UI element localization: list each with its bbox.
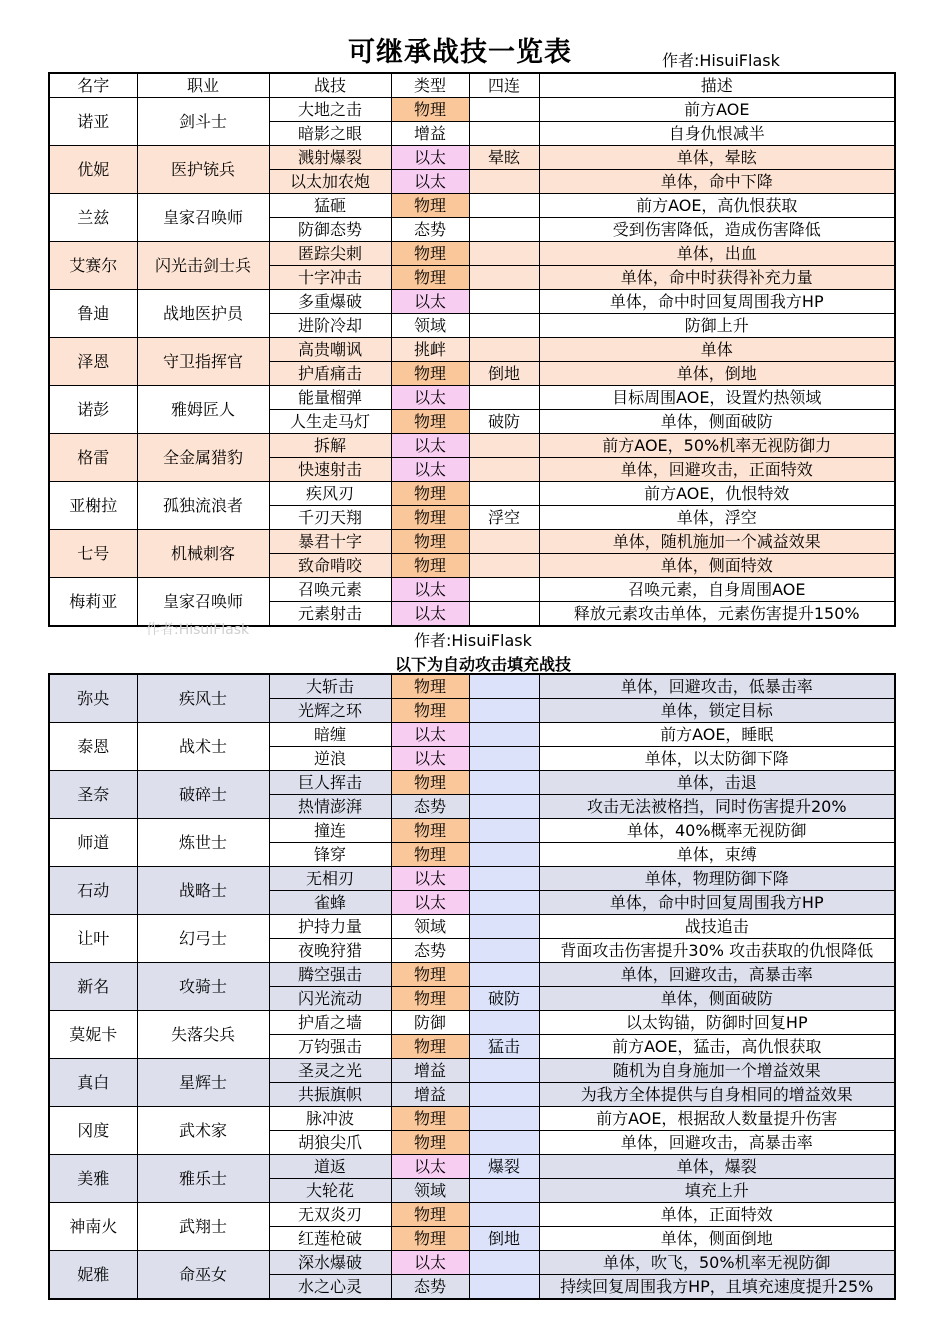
author-credit-top: 作者:HisuiFlask xyxy=(662,51,780,70)
skill-combo xyxy=(469,1275,539,1300)
skill-combo xyxy=(469,386,539,410)
skill-description: 单体，物理防御下降 xyxy=(539,867,895,891)
skill-description: 前方AOE xyxy=(539,98,895,122)
skill-type: 挑衅 xyxy=(391,338,469,362)
skill-combo: 爆裂 xyxy=(469,1155,539,1179)
character-job: 破碎士 xyxy=(137,771,269,819)
skill-type: 领域 xyxy=(391,314,469,338)
skill-description: 防御上升 xyxy=(539,314,895,338)
character-job: 攻骑士 xyxy=(137,963,269,1011)
table-row xyxy=(49,1155,895,1179)
character-job: 战术士 xyxy=(137,723,269,771)
skill-name: 以太加农炮 xyxy=(269,170,391,194)
skill-type: 物理 xyxy=(391,1203,469,1227)
skill-description: 前方AOE，高仇恨获取 xyxy=(539,194,895,218)
header-name: 名字 xyxy=(49,73,137,98)
skill-description: 攻击无法被格挡，同时伤害提升20% xyxy=(539,795,895,819)
skill-combo: 猛击 xyxy=(469,1035,539,1059)
skill-combo xyxy=(469,867,539,891)
skill-description: 单体，出血 xyxy=(539,242,895,266)
skill-description: 前方AOE，50%机率无视防御力 xyxy=(539,434,895,458)
skill-combo xyxy=(469,602,539,627)
skill-combo xyxy=(469,819,539,843)
skill-description: 单体，侧面破防 xyxy=(539,987,895,1011)
skill-description: 前方AOE，睡眠 xyxy=(539,723,895,747)
skill-name: 无相刃 xyxy=(269,867,391,891)
skill-combo xyxy=(469,242,539,266)
table-row xyxy=(49,98,895,122)
skill-combo xyxy=(469,290,539,314)
skill-description: 自身仇恨减半 xyxy=(539,122,895,146)
skill-type: 以太 xyxy=(391,891,469,915)
table-row xyxy=(49,386,895,410)
character-job: 雅乐士 xyxy=(137,1155,269,1203)
skill-combo xyxy=(469,338,539,362)
skill-type: 物理 xyxy=(391,1035,469,1059)
character-job: 失落尖兵 xyxy=(137,1011,269,1059)
skill-type: 物理 xyxy=(391,242,469,266)
skill-name: 万钧强击 xyxy=(269,1035,391,1059)
table-row xyxy=(49,482,895,506)
skill-name: 暴君十字 xyxy=(269,530,391,554)
skill-type: 物理 xyxy=(391,1131,469,1155)
character-name: 师道 xyxy=(49,819,137,867)
skill-name: 腾空强击 xyxy=(269,963,391,987)
skill-type: 以太 xyxy=(391,747,469,771)
character-job: 孤独流浪者 xyxy=(137,482,269,530)
skill-description: 随机为自身施加一个增益效果 xyxy=(539,1059,895,1083)
skill-combo xyxy=(469,699,539,723)
skill-description: 前方AOE，根据敌人数量提升伤害 xyxy=(539,1107,895,1131)
skill-type: 物理 xyxy=(391,674,469,699)
table-row xyxy=(49,723,895,747)
character-name: 优妮 xyxy=(49,146,137,194)
skill-type: 物理 xyxy=(391,194,469,218)
skill-combo xyxy=(469,98,539,122)
skill-type: 物理 xyxy=(391,482,469,506)
skill-description: 单体，浮空 xyxy=(539,506,895,530)
skill-type: 增益 xyxy=(391,1059,469,1083)
skill-description: 前方AOE，仇恨特效 xyxy=(539,482,895,506)
skill-description: 持续回复周围我方HP，且填充速度提升25% xyxy=(539,1275,895,1300)
skill-name: 道返 xyxy=(269,1155,391,1179)
skill-combo xyxy=(469,723,539,747)
skill-combo: 倒地 xyxy=(469,362,539,386)
skill-type: 物理 xyxy=(391,1107,469,1131)
table-row xyxy=(49,290,895,314)
skill-name: 无双炎刃 xyxy=(269,1203,391,1227)
skill-type: 物理 xyxy=(391,554,469,578)
character-name: 圣奈 xyxy=(49,771,137,819)
skill-description: 单体，侧面特效 xyxy=(539,554,895,578)
skill-name: 水之心灵 xyxy=(269,1275,391,1300)
skill-description: 前方AOE，猛击，高仇恨获取 xyxy=(539,1035,895,1059)
character-job: 守卫指挥官 xyxy=(137,338,269,386)
skill-combo xyxy=(469,939,539,963)
skill-description: 单体 xyxy=(539,338,895,362)
skill-type: 态势 xyxy=(391,795,469,819)
skill-type: 态势 xyxy=(391,218,469,242)
character-job: 星辉士 xyxy=(137,1059,269,1107)
skill-combo xyxy=(469,434,539,458)
skill-combo xyxy=(469,482,539,506)
table-row xyxy=(49,1251,895,1275)
skill-description: 单体，击退 xyxy=(539,771,895,795)
header-type: 类型 xyxy=(391,73,469,98)
skill-type: 以太 xyxy=(391,867,469,891)
skill-description: 背面攻击伤害提升30% 攻击获取的仇恨降低 xyxy=(539,939,895,963)
skill-combo xyxy=(469,1179,539,1203)
character-name: 新名 xyxy=(49,963,137,1011)
skill-description: 战技追击 xyxy=(539,915,895,939)
header-combo: 四连 xyxy=(469,73,539,98)
skill-name: 圣灵之光 xyxy=(269,1059,391,1083)
skill-description: 召唤元素，自身周围AOE xyxy=(539,578,895,602)
skill-combo xyxy=(469,771,539,795)
character-name: 梅莉亚 xyxy=(49,578,137,627)
skill-combo: 破防 xyxy=(469,987,539,1011)
skill-description: 单体，侧面破防 xyxy=(539,410,895,434)
skill-type: 以太 xyxy=(391,434,469,458)
inheritable-skills-table xyxy=(48,72,896,627)
character-name: 石动 xyxy=(49,867,137,915)
character-job: 剑斗士 xyxy=(137,98,269,146)
skill-name: 防御态势 xyxy=(269,218,391,242)
skill-type: 物理 xyxy=(391,819,469,843)
skill-name: 人生走马灯 xyxy=(269,410,391,434)
skill-combo xyxy=(469,530,539,554)
skill-description: 单体，回避攻击，正面特效 xyxy=(539,458,895,482)
skill-combo xyxy=(469,1083,539,1107)
skill-type: 物理 xyxy=(391,410,469,434)
skill-combo xyxy=(469,795,539,819)
skill-type: 以太 xyxy=(391,602,469,627)
skill-name: 热情澎湃 xyxy=(269,795,391,819)
character-name: 兰兹 xyxy=(49,194,137,242)
skill-name: 雀蜂 xyxy=(269,891,391,915)
skill-name: 千刃天翔 xyxy=(269,506,391,530)
skill-description: 单体，侧面倒地 xyxy=(539,1227,895,1251)
skill-name: 高贵嘲讽 xyxy=(269,338,391,362)
skill-name: 溅射爆裂 xyxy=(269,146,391,170)
character-name: 神南火 xyxy=(49,1203,137,1251)
character-name: 妮雅 xyxy=(49,1251,137,1300)
skill-type: 物理 xyxy=(391,266,469,290)
skill-name: 匿踪尖刺 xyxy=(269,242,391,266)
character-job: 战略士 xyxy=(137,867,269,915)
character-name: 诺彭 xyxy=(49,386,137,434)
skill-type: 以太 xyxy=(391,146,469,170)
skill-type: 领域 xyxy=(391,915,469,939)
table-row xyxy=(49,242,895,266)
skill-combo xyxy=(469,218,539,242)
character-job: 武术家 xyxy=(137,1107,269,1155)
character-name: 亚榭拉 xyxy=(49,482,137,530)
skill-name: 快速射击 xyxy=(269,458,391,482)
skill-combo xyxy=(469,963,539,987)
skill-description: 单体，命中下降 xyxy=(539,170,895,194)
header-job: 职业 xyxy=(137,73,269,98)
character-name: 艾赛尔 xyxy=(49,242,137,290)
skill-description: 单体，随机施加一个减益效果 xyxy=(539,530,895,554)
skill-description: 以太钩锚，防御时回复HP xyxy=(539,1011,895,1035)
skill-description: 受到伤害降低，造成伤害降低 xyxy=(539,218,895,242)
character-name: 弥央 xyxy=(49,674,137,723)
auto-attack-skills-table xyxy=(48,673,896,1300)
skill-combo xyxy=(469,458,539,482)
character-name: 诺亚 xyxy=(49,98,137,146)
skill-type: 以太 xyxy=(391,170,469,194)
skill-type: 以太 xyxy=(391,290,469,314)
skill-combo xyxy=(469,194,539,218)
skill-description: 单体，束缚 xyxy=(539,843,895,867)
skill-type: 物理 xyxy=(391,963,469,987)
skill-name: 巨人挥击 xyxy=(269,771,391,795)
author-credit-mid: 作者:HisuiFlask xyxy=(414,631,532,650)
character-job: 全金属猎豹 xyxy=(137,434,269,482)
skill-description: 填充上升 xyxy=(539,1179,895,1203)
character-name: 冈度 xyxy=(49,1107,137,1155)
skill-description: 目标周围AOE，设置灼热领域 xyxy=(539,386,895,410)
skill-description: 单体，倒地 xyxy=(539,362,895,386)
skill-name: 胡狼尖爪 xyxy=(269,1131,391,1155)
skill-combo xyxy=(469,891,539,915)
skill-type: 物理 xyxy=(391,98,469,122)
skill-name: 疾风刃 xyxy=(269,482,391,506)
skill-type: 增益 xyxy=(391,1083,469,1107)
skill-combo xyxy=(469,314,539,338)
skill-type: 物理 xyxy=(391,1227,469,1251)
table-row xyxy=(49,1011,895,1035)
skill-type: 物理 xyxy=(391,506,469,530)
skill-name: 光辉之环 xyxy=(269,699,391,723)
character-name: 真白 xyxy=(49,1059,137,1107)
skill-name: 脉冲波 xyxy=(269,1107,391,1131)
skill-type: 以太 xyxy=(391,1155,469,1179)
skill-combo xyxy=(469,747,539,771)
header-skill: 战技 xyxy=(269,73,391,98)
page-title: 可继承战技一览表 xyxy=(348,37,572,68)
character-job: 皇家召唤师 xyxy=(137,194,269,242)
skill-description: 单体，晕眩 xyxy=(539,146,895,170)
character-job: 医护铳兵 xyxy=(137,146,269,194)
table-row xyxy=(49,771,895,795)
skill-name: 拆解 xyxy=(269,434,391,458)
skill-description: 释放元素攻击单体，元素伤害提升150% xyxy=(539,602,895,627)
skill-type: 物理 xyxy=(391,362,469,386)
skill-combo: 破防 xyxy=(469,410,539,434)
header-desc: 描述 xyxy=(539,73,895,98)
skill-combo xyxy=(469,1203,539,1227)
table-row xyxy=(49,915,895,939)
skill-description: 单体，爆裂 xyxy=(539,1155,895,1179)
skill-type: 以太 xyxy=(391,723,469,747)
skill-type: 以太 xyxy=(391,386,469,410)
character-name: 泰恩 xyxy=(49,723,137,771)
character-name: 泽恩 xyxy=(49,338,137,386)
skill-name: 暗缠 xyxy=(269,723,391,747)
skill-combo xyxy=(469,1251,539,1275)
skill-type: 领域 xyxy=(391,1179,469,1203)
character-name: 格雷 xyxy=(49,434,137,482)
skill-name: 护盾之墙 xyxy=(269,1011,391,1035)
character-job: 武翔士 xyxy=(137,1203,269,1251)
skill-description: 单体，40%概率无视防御 xyxy=(539,819,895,843)
skill-name: 暗影之眼 xyxy=(269,122,391,146)
watermark: 作者:HisuiFlask xyxy=(146,622,250,638)
skill-type: 态势 xyxy=(391,1275,469,1300)
skill-type: 以太 xyxy=(391,458,469,482)
skill-description: 单体，以太防御下降 xyxy=(539,747,895,771)
skill-name: 十字冲击 xyxy=(269,266,391,290)
skill-name: 元素射击 xyxy=(269,602,391,627)
skill-description: 单体，命中时回复周围我方HP xyxy=(539,891,895,915)
skill-type: 物理 xyxy=(391,530,469,554)
skill-combo: 晕眩 xyxy=(469,146,539,170)
character-name: 让叶 xyxy=(49,915,137,963)
skill-name: 大斩击 xyxy=(269,674,391,699)
table-row xyxy=(49,146,895,170)
skill-description: 单体，锁定目标 xyxy=(539,699,895,723)
skill-type: 物理 xyxy=(391,699,469,723)
skill-name: 逆浪 xyxy=(269,747,391,771)
skill-combo xyxy=(469,1107,539,1131)
skill-type: 物理 xyxy=(391,987,469,1011)
skill-type: 增益 xyxy=(391,122,469,146)
table-row xyxy=(49,530,895,554)
skill-combo xyxy=(469,1011,539,1035)
skill-description: 单体，回避攻击，高暴击率 xyxy=(539,963,895,987)
character-name: 鲁迪 xyxy=(49,290,137,338)
character-job: 闪光击剑士兵 xyxy=(137,242,269,290)
skill-description: 单体，命中时获得补充力量 xyxy=(539,266,895,290)
character-job: 机械刺客 xyxy=(137,530,269,578)
skill-type: 以太 xyxy=(391,578,469,602)
skill-name: 多重爆破 xyxy=(269,290,391,314)
table-row xyxy=(49,819,895,843)
table-row xyxy=(49,338,895,362)
skill-combo xyxy=(469,170,539,194)
skill-name: 猛砸 xyxy=(269,194,391,218)
character-name: 七号 xyxy=(49,530,137,578)
skill-combo xyxy=(469,843,539,867)
skill-combo: 浮空 xyxy=(469,506,539,530)
skill-description: 单体，命中时回复周围我方HP xyxy=(539,290,895,314)
skill-name: 致命啃咬 xyxy=(269,554,391,578)
table-row xyxy=(49,578,895,602)
table-row xyxy=(49,674,895,699)
character-name: 莫妮卡 xyxy=(49,1011,137,1059)
skill-description: 单体，回避攻击，高暴击率 xyxy=(539,1131,895,1155)
skill-name: 召唤元素 xyxy=(269,578,391,602)
table-row xyxy=(49,867,895,891)
skill-combo xyxy=(469,554,539,578)
skill-name: 护持力量 xyxy=(269,915,391,939)
skill-name: 共振旗帜 xyxy=(269,1083,391,1107)
skill-combo xyxy=(469,915,539,939)
table-row xyxy=(49,434,895,458)
skill-name: 深水爆破 xyxy=(269,1251,391,1275)
skill-name: 进阶冷却 xyxy=(269,314,391,338)
skill-combo xyxy=(469,578,539,602)
skill-name: 大轮花 xyxy=(269,1179,391,1203)
character-job: 雅姆匠人 xyxy=(137,386,269,434)
skill-type: 防御 xyxy=(391,1011,469,1035)
character-job: 战地医护员 xyxy=(137,290,269,338)
table-row xyxy=(49,194,895,218)
skill-combo xyxy=(469,674,539,699)
skill-combo xyxy=(469,1059,539,1083)
skill-description: 单体，正面特效 xyxy=(539,1203,895,1227)
character-job: 炼世士 xyxy=(137,819,269,867)
character-job: 皇家召唤师 xyxy=(137,578,269,627)
table-row xyxy=(49,1107,895,1131)
skill-type: 物理 xyxy=(391,843,469,867)
table-row xyxy=(49,1059,895,1083)
skill-combo xyxy=(469,122,539,146)
skill-name: 大地之击 xyxy=(269,98,391,122)
character-name: 美雅 xyxy=(49,1155,137,1203)
skill-description: 为我方全体提供与自身相同的增益效果 xyxy=(539,1083,895,1107)
skill-name: 撞连 xyxy=(269,819,391,843)
table-row xyxy=(49,963,895,987)
section-subtitle: 以下为自动攻击填充战技 xyxy=(395,655,572,674)
skill-name: 能量榴弹 xyxy=(269,386,391,410)
skill-combo xyxy=(469,1131,539,1155)
skill-type: 以太 xyxy=(391,1251,469,1275)
skill-combo xyxy=(469,266,539,290)
skill-combo: 倒地 xyxy=(469,1227,539,1251)
skill-type: 物理 xyxy=(391,771,469,795)
character-job: 命巫女 xyxy=(137,1251,269,1300)
character-job: 幻弓士 xyxy=(137,915,269,963)
skill-description: 单体，吹飞，50%机率无视防御 xyxy=(539,1251,895,1275)
table-header-row xyxy=(49,73,895,98)
skill-type: 态势 xyxy=(391,939,469,963)
skill-name: 护盾痛击 xyxy=(269,362,391,386)
skill-name: 锋穿 xyxy=(269,843,391,867)
character-job: 疾风士 xyxy=(137,674,269,723)
skill-name: 闪光流动 xyxy=(269,987,391,1011)
skill-description: 单体，回避攻击，低暴击率 xyxy=(539,674,895,699)
table-row xyxy=(49,1203,895,1227)
skill-name: 夜晚狩猎 xyxy=(269,939,391,963)
skill-name: 红莲枪破 xyxy=(269,1227,391,1251)
